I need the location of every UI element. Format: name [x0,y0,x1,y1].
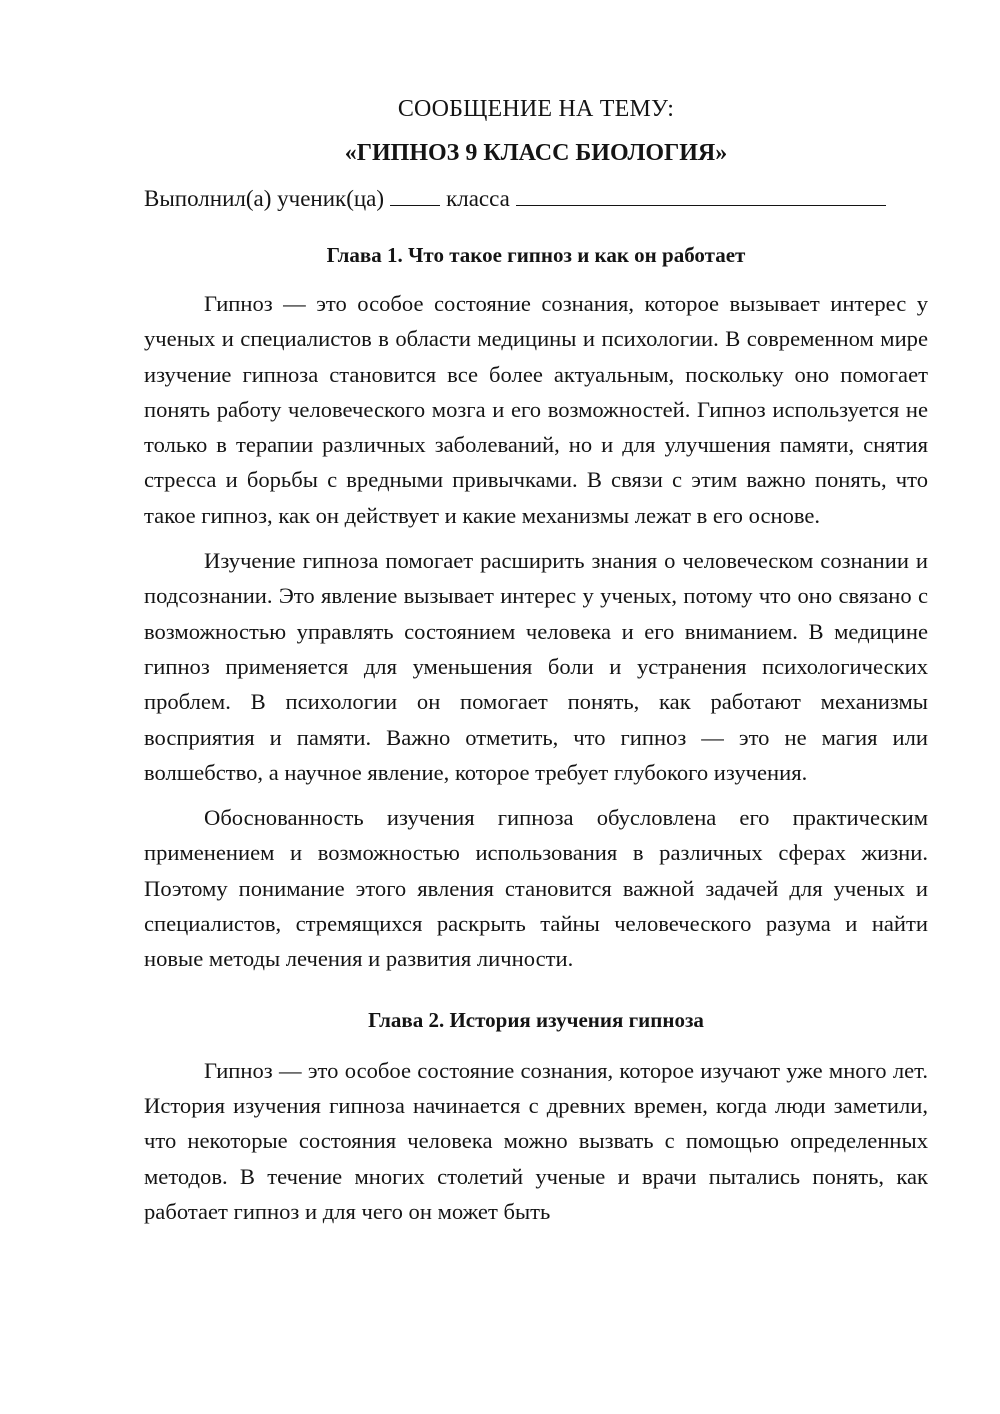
chapter-1-paragraph-2: Изучение гипноза помогает расширить знания о человеческом сознании и подсознании. Это явление вызывает интерес у ученых, потому что оно связано с возможностью управлять состоянием человека и его вниманием. В медицине гипноз применяется для уменьшения боли и устранения психологических проблем. В психологии он помогает понять, как работают механизмы восприятия и памяти. Важно отметить, что гипноз — это не магия или волшебство, а научное явление, которое требует глубокого изучения. [144,548,928,785]
class-label: класса [446,186,510,211]
chapter-2-paragraph-1: Гипноз — это особое состояние сознания, которое изучают уже много лет. История изучения гипноза начинается с древних времен, когда люди заметили, что некоторые состояния человека можно вызвать с помощью определенных методов. В течение многих столетий ученые и врачи пытались понять, как работает гипноз и для чего он может быть [144,1057,928,1224]
chapter-2-heading: Глава 2. История изучения гипноза [368,1007,704,1032]
class-letter-blank [516,185,886,206]
author-label: Выполнил(а) ученик(ца) [144,186,385,211]
chapter-1-heading: Глава 1. Что такое гипноз и как он работает [326,243,746,267]
document-title: СООБЩЕНИЕ НА ТЕМУ: [397,96,675,122]
class-number-blank [390,185,440,206]
chapter-1-paragraph-3: Обоснованность изучения гипноза обусловлена его практическим применением и возможностью использования в различных сферах жизни. Поэтому понимание этого явления становится важной задачей для ученых и специалистов, стремящихся раскрыть тайны человеческого разума и найти новые методы лечения и развития личности. [144,805,928,972]
chapter-1-paragraph-1: Гипноз — это особое состояние сознания, которое вызывает интерес у ученых и специалистов в области медицины и психологии. В современном мире изучение гипноза становится все более актуальным, поскольку оно помогает понять работу человеческого мозга и его возможностей. Гипноз используется не только в терапии различных заболеваний, но и для улучшения памяти, снятия стресса и борьбы с вредными привычками. В связи с этим важно понять, что такое гипноз, как он действует и какие механизмы лежат в его основе. [144,291,928,528]
author-line [144,184,928,214]
document-subtitle: «ГИПНОЗ 9 КЛАСС БИОЛОГИЯ» [344,140,728,166]
